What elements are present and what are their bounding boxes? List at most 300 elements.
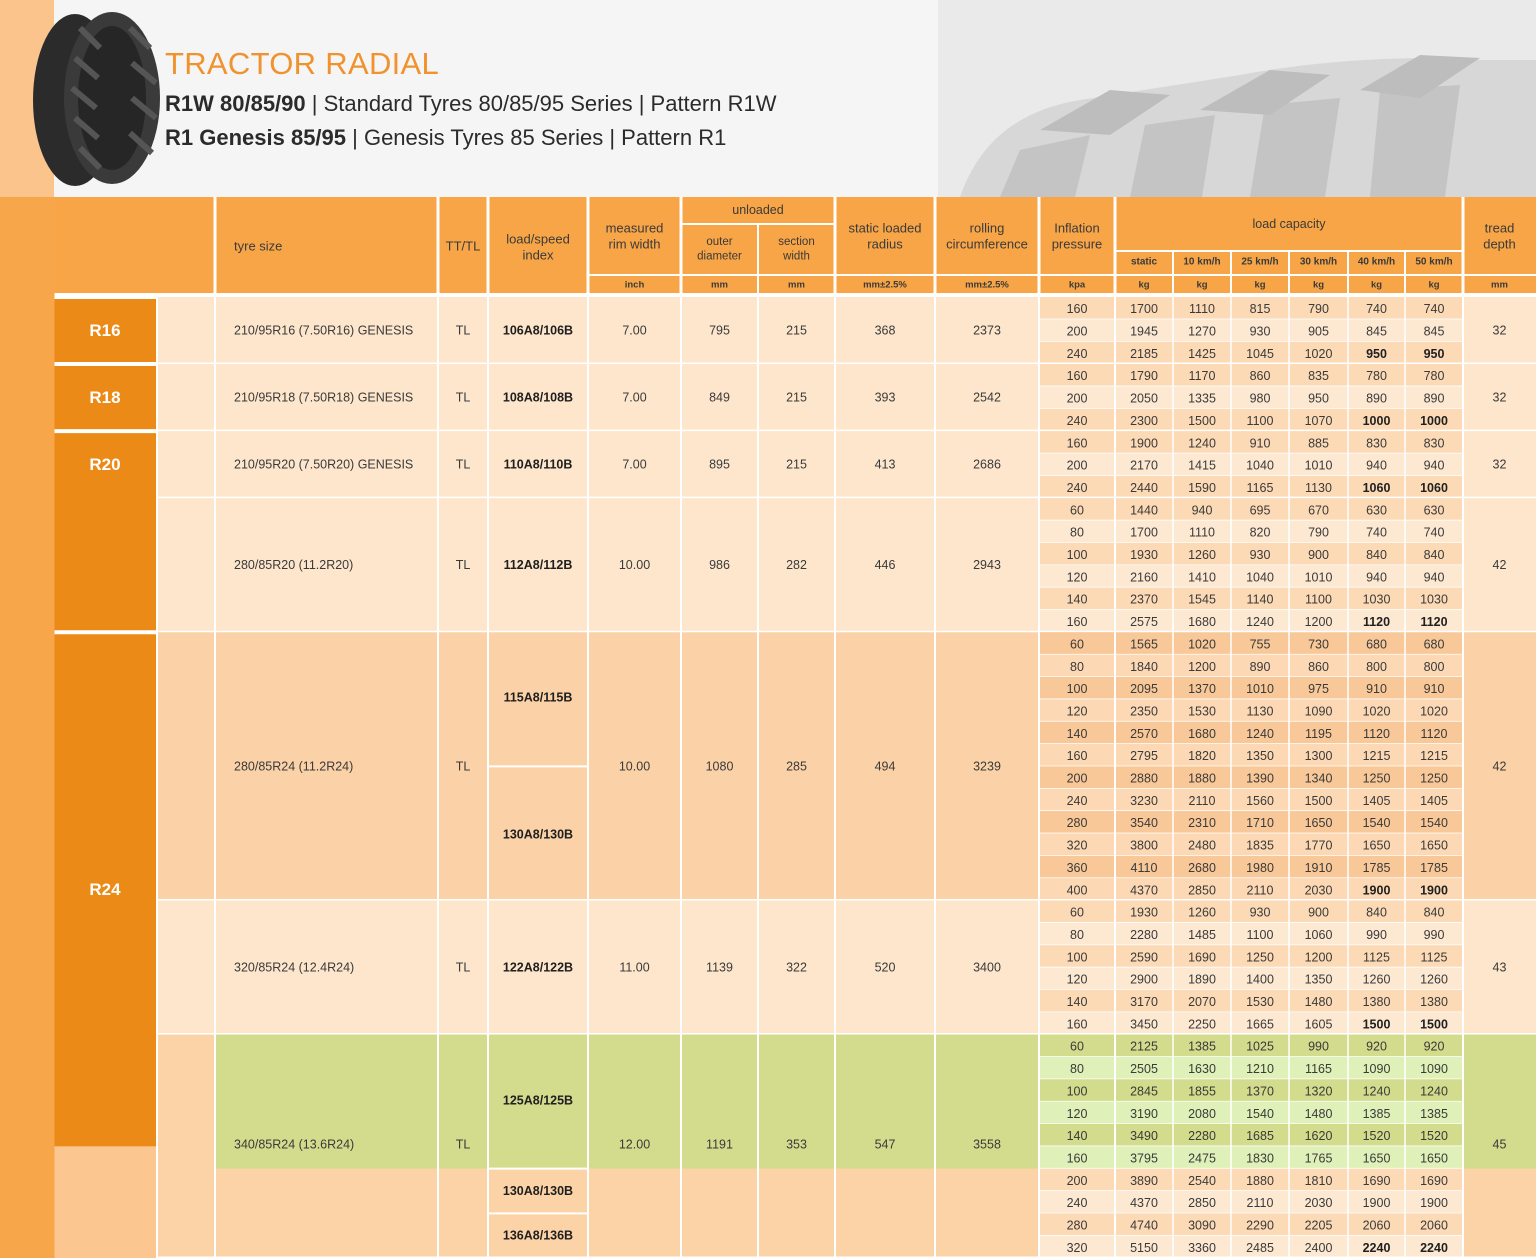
load-value: 1650 [1362, 838, 1391, 853]
tread-depth: 45 [1492, 1137, 1507, 1152]
load-value: 2160 [1130, 570, 1158, 585]
catalog-title: TRACTOR RADIAL [165, 46, 440, 81]
load-value: 1200 [1188, 659, 1216, 674]
load-value: 1900 [1420, 883, 1448, 898]
static-loaded-radius: 413 [874, 457, 896, 472]
load-value: 1260 [1420, 972, 1448, 987]
load-value: 3090 [1188, 1218, 1216, 1233]
load-value: 1390 [1246, 771, 1274, 786]
load-value: 940 [1423, 458, 1445, 473]
inflation-pressure: 160 [1066, 749, 1088, 764]
tyre-size: 280/85R20 (11.2R20) [234, 558, 354, 573]
load-value: 1370 [1246, 1084, 1274, 1099]
unit-label: kg [1428, 279, 1440, 291]
inflation-pressure: 100 [1066, 548, 1088, 563]
load-value: 860 [1308, 659, 1329, 674]
inflation-pressure: 60 [1070, 905, 1084, 920]
load-value: 1930 [1130, 905, 1158, 920]
inflation-pressure: 120 [1066, 972, 1088, 987]
inflation-pressure: 80 [1070, 927, 1084, 942]
load-value: 2030 [1304, 883, 1333, 898]
inflation-pressure: 200 [1066, 324, 1088, 339]
inflation-pressure: 160 [1066, 369, 1088, 384]
load-value: 1240 [1246, 726, 1274, 741]
inflation-pressure: 280 [1066, 816, 1088, 831]
rim-size-label: R16 [89, 321, 121, 341]
inflation-pressure: 240 [1066, 793, 1088, 808]
load-value: 1680 [1188, 726, 1216, 741]
load-value: 1060 [1304, 927, 1333, 942]
load-value: 1165 [1246, 480, 1274, 495]
load-value: 835 [1308, 369, 1329, 384]
outer-diameter: 795 [709, 323, 730, 338]
outer-diameter: 1191 [706, 1137, 733, 1152]
load-value: 930 [1249, 548, 1271, 563]
load-value: 2310 [1188, 816, 1216, 831]
load-value: 1605 [1304, 1017, 1333, 1032]
load-value: 1170 [1188, 369, 1216, 384]
load-value: 680 [1366, 637, 1387, 652]
load-value: 1385 [1420, 1106, 1448, 1121]
load-value: 1060 [1362, 480, 1391, 495]
inflation-pressure: 140 [1066, 726, 1088, 741]
load-value: 3190 [1130, 1106, 1158, 1121]
inflation-pressure: 240 [1066, 1196, 1088, 1211]
load-value: 1500 [1362, 1017, 1391, 1032]
load-value: 2300 [1130, 413, 1158, 428]
load-speed-index: 122A8/122B [502, 960, 574, 975]
load-value: 1385 [1188, 1039, 1216, 1054]
load-value: 2095 [1130, 682, 1158, 697]
inflation-pressure: 100 [1066, 950, 1088, 965]
inflation-pressure: 200 [1066, 1173, 1088, 1188]
load-value: 2280 [1130, 927, 1158, 942]
load-value: 1020 [1304, 346, 1333, 361]
rim-size-label: R24 [89, 879, 121, 899]
load-value: 1890 [1188, 972, 1216, 987]
column-header-static-radius: static loaded [848, 220, 922, 236]
load-value: 1650 [1362, 1151, 1391, 1166]
column-header-section-width: section [778, 235, 815, 248]
load-value: 800 [1423, 659, 1445, 674]
load-value: 2185 [1130, 346, 1158, 361]
rolling-circumference: 2373 [973, 323, 1001, 338]
load-speed-index: 106A8/106B [502, 323, 574, 338]
load-value: 815 [1249, 302, 1271, 317]
load-value: 2240 [1420, 1240, 1448, 1255]
load-value: 1250 [1420, 771, 1448, 786]
blank-column [157, 1035, 215, 1258]
unit-label: mm [788, 279, 805, 291]
load-value: 1140 [1246, 592, 1274, 607]
load-value: 740 [1366, 525, 1387, 540]
load-value: 980 [1249, 391, 1271, 406]
load-value: 1520 [1362, 1129, 1391, 1144]
load-value: 1010 [1304, 458, 1333, 473]
outer-diameter: 986 [709, 558, 730, 573]
load-value: 1020 [1362, 704, 1391, 719]
load-value: 1120 [1420, 726, 1448, 741]
load-value: 1300 [1304, 749, 1333, 764]
speed-header: 10 km/h [1183, 256, 1221, 268]
load-value: 3800 [1130, 838, 1158, 853]
inflation-pressure: 160 [1066, 1151, 1088, 1166]
load-value: 840 [1423, 905, 1445, 920]
static-loaded-radius: 368 [874, 323, 896, 338]
load-value: 1700 [1130, 525, 1158, 540]
tt-tl: TL [455, 1137, 471, 1152]
load-value: 930 [1249, 324, 1271, 339]
inflation-pressure: 200 [1066, 771, 1088, 786]
inflation-pressure: 120 [1066, 704, 1088, 719]
load-value: 3230 [1130, 793, 1158, 808]
load-value: 740 [1423, 302, 1445, 317]
load-value: 4110 [1130, 860, 1158, 875]
rim-width: 10.00 [618, 759, 651, 774]
load-value: 1335 [1188, 391, 1216, 406]
speed-header: 40 km/h [1357, 256, 1396, 268]
load-value: 2250 [1188, 1017, 1216, 1032]
static-loaded-radius: 494 [874, 759, 896, 774]
tread-depth: 32 [1492, 390, 1507, 405]
load-value: 1340 [1304, 771, 1333, 786]
load-value: 1690 [1188, 950, 1216, 965]
load-value: 2060 [1420, 1218, 1448, 1233]
rim-width: 12.00 [618, 1137, 651, 1152]
load-value: 1010 [1304, 570, 1333, 585]
load-value: 1240 [1246, 615, 1274, 630]
load-value: 1240 [1420, 1084, 1448, 1099]
load-value: 790 [1308, 525, 1329, 540]
load-value: 920 [1423, 1039, 1445, 1054]
column-header-rim-width: rim width [608, 236, 661, 252]
load-value: 1120 [1420, 615, 1448, 630]
section-width: 282 [786, 558, 807, 573]
column-header-tyre-size: tyre size [234, 238, 283, 254]
section-width: 285 [786, 759, 807, 774]
tyre-spec-table [0, 197, 1536, 1258]
load-value: 2880 [1130, 771, 1158, 786]
range-description: | Genesis Tyres 85 Series | Pattern R1 [346, 125, 727, 150]
load-value: 1530 [1188, 704, 1216, 719]
unit-label: kg [1196, 279, 1208, 291]
load-value: 1785 [1420, 860, 1448, 875]
inflation-pressure: 120 [1066, 570, 1088, 585]
load-value: 1685 [1246, 1129, 1274, 1144]
speed-header: 50 km/h [1415, 256, 1453, 268]
load-value: 900 [1308, 905, 1329, 920]
inflation-pressure: 80 [1070, 659, 1084, 674]
load-value: 2440 [1130, 480, 1158, 495]
load-speed-index: 108A8/108B [502, 390, 574, 405]
column-header-section-width: width [783, 250, 810, 263]
load-value: 1900 [1420, 1196, 1448, 1211]
inflation-pressure: 160 [1066, 1017, 1088, 1032]
load-value: 1900 [1130, 436, 1158, 451]
column-header-tread-depth: tread [1484, 220, 1515, 236]
inflation-pressure: 100 [1066, 1084, 1088, 1099]
rolling-circumference: 3400 [973, 960, 1001, 975]
inflation-pressure: 320 [1066, 1240, 1088, 1255]
load-value: 2080 [1188, 1106, 1216, 1121]
load-value: 1040 [1246, 458, 1274, 473]
load-value: 975 [1308, 682, 1329, 697]
rim-width: 10.00 [618, 558, 651, 573]
load-value: 3540 [1130, 816, 1158, 831]
load-value: 1980 [1246, 860, 1274, 875]
load-value: 2850 [1188, 883, 1216, 898]
column-header-static-radius: radius [867, 236, 903, 252]
tt-tl: TL [455, 558, 471, 573]
load-value: 1480 [1304, 1106, 1333, 1121]
range-name: R1 Genesis 85/95 [165, 125, 347, 150]
load-value: 2590 [1130, 950, 1158, 965]
load-value: 5150 [1130, 1240, 1158, 1255]
load-value: 1900 [1362, 883, 1391, 898]
load-value: 1090 [1362, 1062, 1391, 1077]
load-value: 1090 [1420, 1062, 1448, 1077]
inflation-pressure: 120 [1066, 1106, 1088, 1121]
load-value: 1010 [1246, 682, 1274, 697]
load-value: 730 [1308, 637, 1329, 652]
tyre-size: 320/85R24 (12.4R24) [234, 960, 355, 975]
load-value: 890 [1366, 391, 1387, 406]
load-value: 1945 [1130, 324, 1158, 339]
load-value: 2110 [1246, 883, 1274, 898]
load-value: 1385 [1362, 1106, 1391, 1121]
inflation-pressure: 400 [1066, 883, 1088, 898]
load-value: 3795 [1130, 1151, 1158, 1166]
load-value: 1100 [1246, 927, 1274, 942]
tyre-size: 210/95R20 (7.50R20) GENESIS [234, 457, 414, 472]
unit-label: kg [1138, 279, 1150, 291]
load-value: 940 [1366, 458, 1387, 473]
load-value: 1130 [1305, 480, 1332, 495]
load-value: 680 [1423, 637, 1445, 652]
load-value: 1820 [1188, 749, 1216, 764]
column-header-load-index: index [522, 247, 554, 263]
inflation-pressure: 80 [1070, 525, 1084, 540]
inflation-pressure: 160 [1066, 302, 1088, 317]
load-value: 1045 [1246, 346, 1274, 361]
load-value: 1650 [1420, 1151, 1448, 1166]
load-value: 1270 [1188, 324, 1216, 339]
load-value: 1380 [1362, 995, 1391, 1010]
load-value: 1250 [1246, 950, 1274, 965]
load-value: 800 [1366, 659, 1387, 674]
column-header-rim-width: measured [605, 220, 664, 236]
load-value: 1380 [1420, 995, 1448, 1010]
load-value: 3360 [1188, 1240, 1216, 1255]
load-value: 2110 [1188, 793, 1216, 808]
inflation-pressure: 100 [1066, 682, 1088, 697]
load-speed-index: 136A8/136B [502, 1228, 574, 1243]
load-value: 1880 [1246, 1173, 1274, 1188]
load-value: 1500 [1420, 1017, 1448, 1032]
load-value: 1030 [1362, 592, 1391, 607]
load-value: 2290 [1246, 1218, 1274, 1233]
load-value: 2280 [1188, 1129, 1216, 1144]
static-loaded-radius: 393 [874, 390, 896, 405]
load-value: 3490 [1130, 1129, 1158, 1144]
column-header-outer-diameter: diameter [697, 250, 742, 263]
load-value: 1100 [1246, 413, 1274, 428]
load-value: 820 [1249, 525, 1271, 540]
load-value: 2050 [1130, 391, 1158, 406]
load-value: 1630 [1188, 1062, 1216, 1077]
load-value: 1000 [1362, 413, 1391, 428]
load-value: 695 [1249, 503, 1271, 518]
load-value: 845 [1423, 324, 1445, 339]
load-value: 2570 [1130, 726, 1158, 741]
load-value: 1710 [1246, 816, 1274, 831]
load-value: 860 [1249, 369, 1271, 384]
load-value: 1650 [1420, 838, 1448, 853]
load-value: 2205 [1304, 1218, 1333, 1233]
unit-label: kg [1254, 279, 1266, 291]
load-value: 910 [1366, 682, 1387, 697]
load-value: 1215 [1420, 749, 1448, 764]
load-value: 3450 [1130, 1017, 1158, 1032]
load-value: 2505 [1130, 1062, 1158, 1077]
inflation-pressure: 60 [1070, 1039, 1084, 1054]
tyre-tread-image [940, 30, 1536, 197]
tread-depth: 43 [1492, 960, 1507, 975]
rim-width: 11.00 [619, 960, 650, 975]
load-value: 1560 [1246, 793, 1274, 808]
load-value: 1540 [1246, 1106, 1274, 1121]
load-value: 1210 [1246, 1062, 1274, 1077]
tyre-size: 210/95R16 (7.50R16) GENESIS [234, 323, 414, 338]
inflation-pressure: 360 [1066, 860, 1088, 875]
load-value: 1125 [1420, 950, 1448, 965]
load-value: 1130 [1246, 704, 1274, 719]
load-value: 2125 [1130, 1039, 1158, 1054]
load-value: 1700 [1130, 302, 1158, 317]
load-value: 905 [1308, 324, 1329, 339]
spec-table-grid [0, 197, 1536, 1258]
outer-diameter: 1139 [706, 960, 733, 975]
rim-size-label: R20 [89, 455, 121, 475]
load-value: 1650 [1304, 816, 1333, 831]
section-width: 322 [786, 960, 807, 975]
unit-label: kg [1370, 279, 1383, 291]
speed-header: static [1130, 256, 1158, 268]
inflation-pressure: 240 [1066, 346, 1088, 361]
load-value: 1930 [1130, 548, 1158, 563]
load-value: 910 [1249, 436, 1271, 451]
column-header-rolling-circ: rolling [969, 220, 1005, 236]
column-header-rolling-circ: circumference [946, 236, 1028, 252]
load-value: 1835 [1246, 838, 1274, 853]
load-value: 2540 [1188, 1173, 1216, 1188]
unit-label: kpa [1068, 279, 1086, 291]
load-value: 1350 [1246, 749, 1274, 764]
section-width: 215 [786, 390, 807, 405]
tread-cell [1463, 1169, 1536, 1258]
tt-tl: TL [455, 390, 471, 405]
load-value: 1425 [1188, 346, 1216, 361]
rolling-circumference: 2686 [973, 457, 1001, 472]
tyre-size: 280/85R24 (11.2R24) [234, 759, 354, 774]
load-value: 1260 [1362, 972, 1391, 987]
unit-label: mm±2.5% [863, 279, 907, 291]
load-value: 990 [1366, 927, 1387, 942]
load-value: 2850 [1188, 1196, 1216, 1211]
load-value: 2400 [1304, 1240, 1333, 1255]
load-value: 1910 [1304, 860, 1333, 875]
load-value: 2795 [1130, 749, 1158, 764]
load-value: 900 [1308, 548, 1329, 563]
load-value: 1110 [1189, 525, 1215, 540]
load-value: 910 [1423, 682, 1445, 697]
load-value: 1100 [1305, 592, 1332, 607]
load-speed-index: 115A8/115B [503, 690, 573, 705]
load-value: 1485 [1188, 927, 1216, 942]
load-value: 1590 [1188, 480, 1216, 495]
section-width: 353 [786, 1137, 807, 1152]
load-value: 670 [1308, 503, 1329, 518]
load-value: 950 [1308, 391, 1329, 406]
inflation-pressure: 200 [1066, 458, 1088, 473]
load-value: 2110 [1246, 1196, 1274, 1211]
inflation-pressure: 160 [1066, 615, 1088, 630]
rolling-circumference: 3239 [973, 759, 1001, 774]
load-value: 2240 [1362, 1240, 1391, 1255]
load-value: 790 [1308, 302, 1329, 317]
load-value: 630 [1366, 503, 1387, 518]
rim-width: 7.00 [622, 457, 647, 472]
rim-width: 7.00 [622, 390, 647, 405]
load-value: 940 [1366, 570, 1387, 585]
load-value: 1810 [1304, 1173, 1333, 1188]
load-value: 1690 [1362, 1173, 1391, 1188]
load-value: 1405 [1362, 793, 1391, 808]
section-width: 215 [786, 457, 807, 472]
load-value: 1070 [1304, 413, 1333, 428]
load-value: 1120 [1363, 726, 1390, 741]
load-value: 1840 [1130, 659, 1158, 674]
load-value: 1785 [1362, 860, 1391, 875]
section-width: 215 [786, 323, 807, 338]
load-value: 2575 [1130, 615, 1158, 630]
unit-label: kg [1312, 279, 1325, 291]
load-value: 1880 [1188, 771, 1216, 786]
outer-diameter: 895 [709, 457, 730, 472]
inflation-pressure: 60 [1070, 637, 1084, 652]
tyre-size: 210/95R18 (7.50R18) GENESIS [234, 390, 414, 405]
inflation-pressure: 160 [1066, 436, 1088, 451]
load-value: 1770 [1304, 838, 1333, 853]
unit-label: mm±2.5% [965, 279, 1009, 291]
load-speed-index: 130A8/130B [502, 1184, 574, 1198]
load-value: 4370 [1130, 1196, 1158, 1211]
tread-depth: 42 [1492, 759, 1507, 774]
rolling-circumference: 3558 [973, 1137, 1001, 1152]
load-value: 1090 [1304, 704, 1333, 719]
load-value: 1410 [1188, 570, 1216, 585]
load-value: 1690 [1420, 1173, 1448, 1188]
load-value: 940 [1423, 570, 1445, 585]
load-value: 2370 [1130, 592, 1158, 607]
inflation-pressure: 140 [1066, 995, 1088, 1010]
inflation-pressure: 80 [1070, 1062, 1084, 1077]
rolling-circumference: 2943 [973, 558, 1001, 573]
load-value: 2680 [1188, 860, 1216, 875]
load-value: 1060 [1420, 480, 1448, 495]
load-value: 2480 [1188, 838, 1216, 853]
load-speed-index: 112A8/112B [503, 558, 573, 573]
